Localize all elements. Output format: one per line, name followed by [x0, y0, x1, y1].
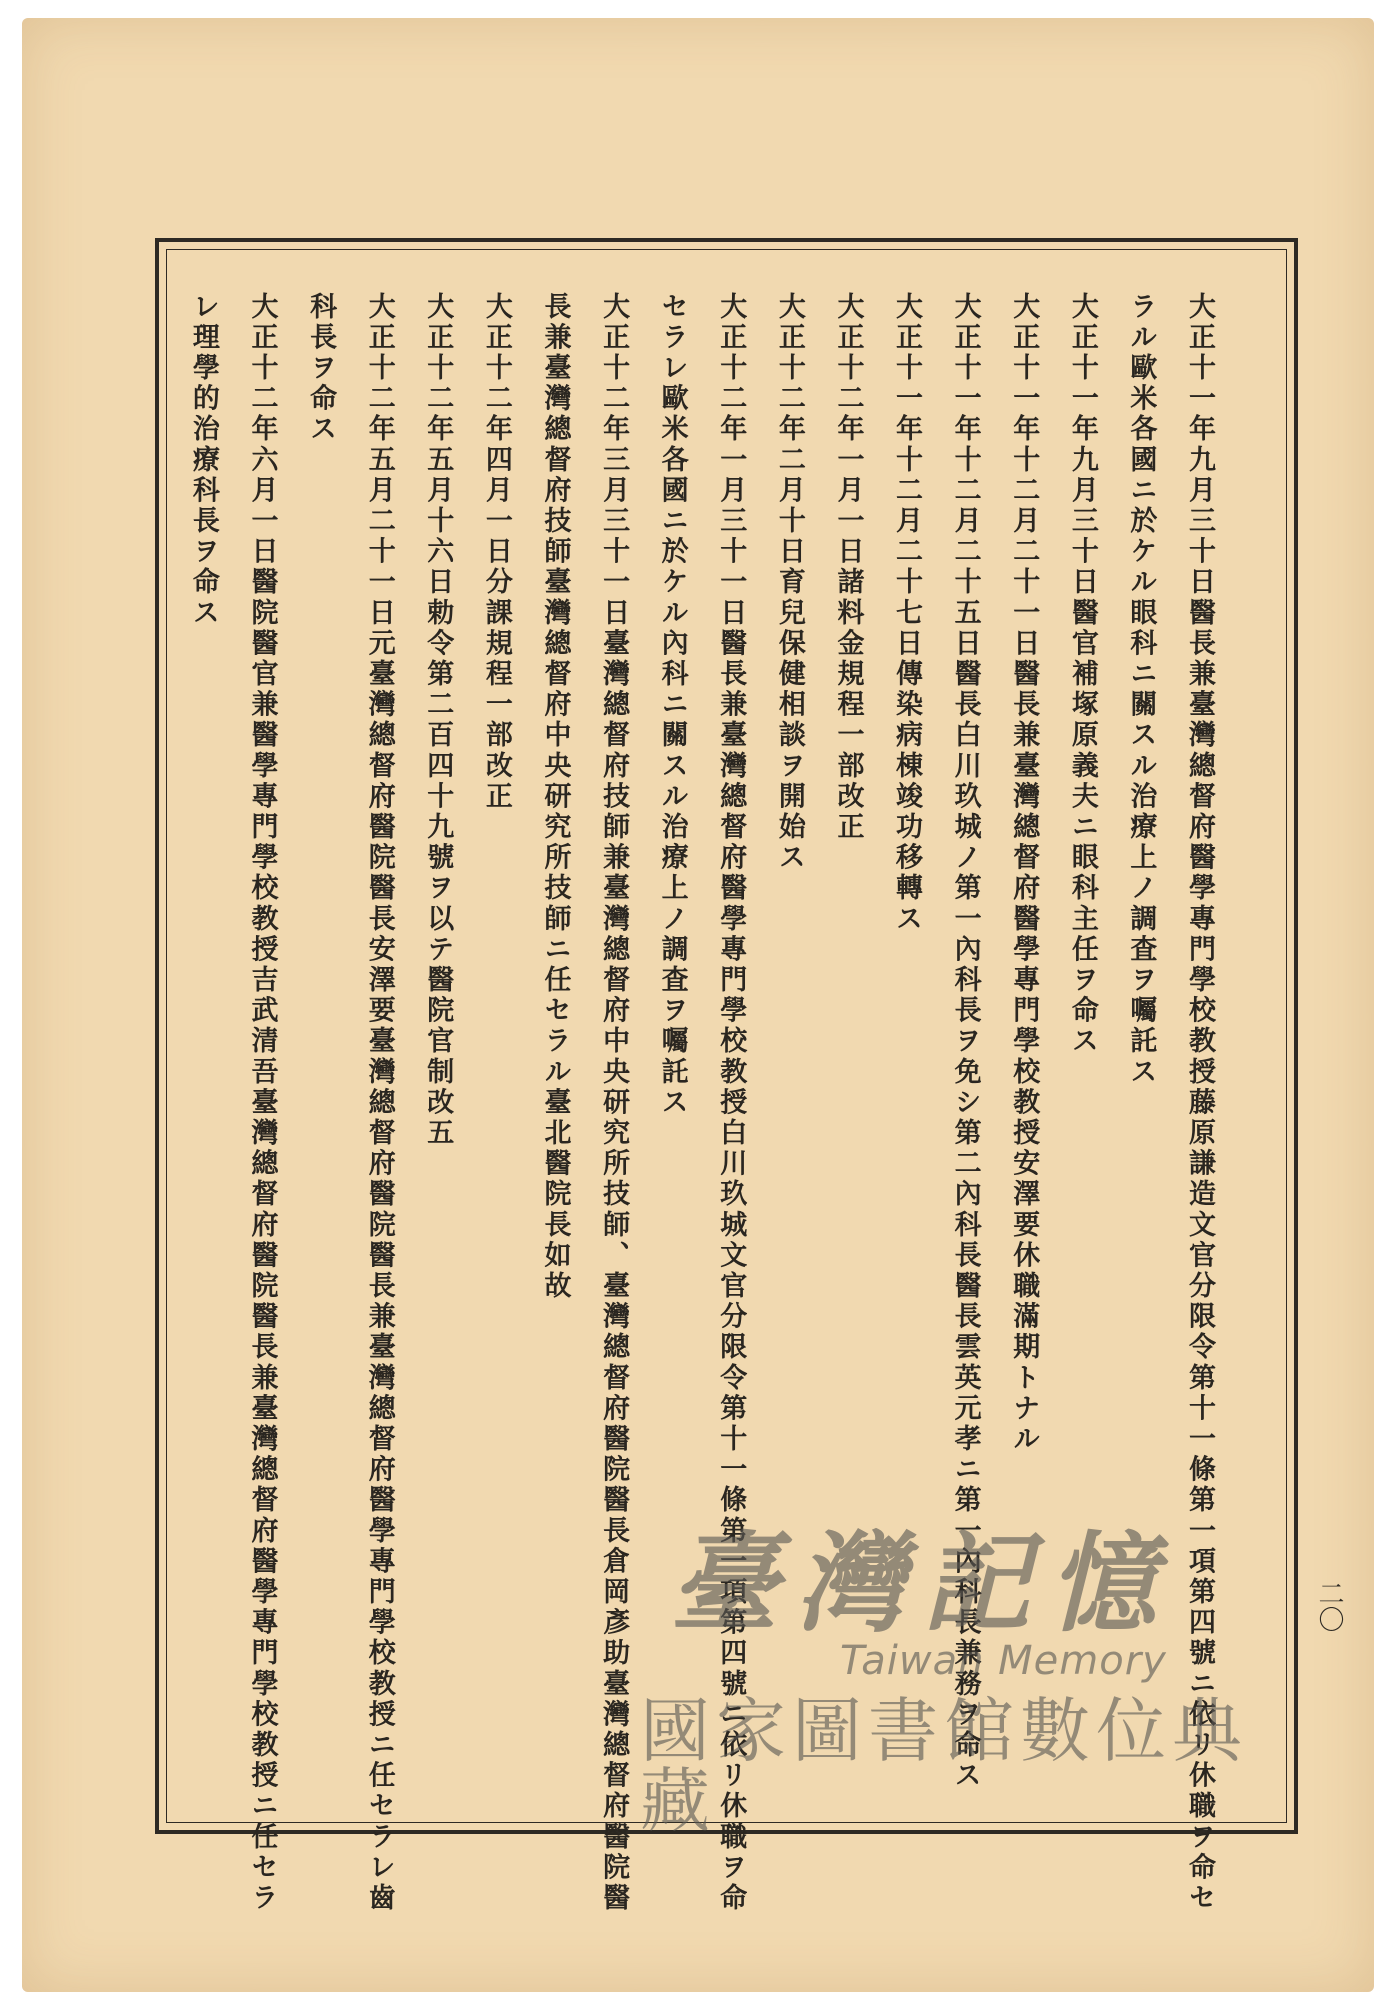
text-column: 長兼臺灣總督府技師臺灣總督府中央研究所技師ニ任セラル臺北醫院長如故: [539, 292, 571, 1302]
text-column: 大正十二年五月二十一日元臺灣總督府醫院醫長安澤要臺灣總督府醫院醫長兼臺灣總督府醫學專門學校教授ニ任セラレ齒: [363, 292, 395, 1914]
text-column: レ理學的治療科長ヲ命ス: [187, 292, 219, 629]
text-column: 大正十二年五月十六日勅令第二百四十九號ヲ以テ醫院官制改五: [422, 292, 454, 1149]
text-column: 大正十二年四月一日分課規程一部改正: [480, 292, 512, 813]
watermark-subtitle: Taiwan Memory: [840, 1638, 1167, 1684]
text-column: セラレ歐米各國ニ於ケル內科ニ關スル治療上ノ調査ヲ囑託ス: [656, 292, 688, 1119]
text-column: 大正十二年二月十日育兒保健相談ヲ開始ス: [773, 292, 805, 874]
page-number: 二〇: [1314, 1580, 1344, 1632]
text-column: ラル歐米各國ニ於ケル眼科ニ關スル治療上ノ調査ヲ囑託ス: [1125, 292, 1157, 1088]
library-watermark: [640, 1521, 1300, 1850]
text-column: 大正十二年一月一日諸料金規程一部改正: [832, 292, 864, 843]
text-column: 大正十二年六月一日醫院醫官兼醫學專門學校教授吉武清吾臺灣總督府醫院醫長兼臺灣總督府醫學專門學校教授ニ任セラ: [246, 292, 278, 1914]
text-column: 大正十一年十二月二十一日醫長兼臺灣總督府醫學專門學校教授安澤要休職滿期トナル: [1008, 292, 1040, 1455]
text-column: 大正十二年三月三十一日臺灣總督府技師兼臺灣總督府中央研究所技師、臺灣總督府醫院醫長倉岡彥助臺灣總督府醫院醫: [598, 292, 630, 1914]
text-column: 大正十一年九月三十日醫官補塚原義夫ニ眼科主任ヲ命ス: [1066, 292, 1098, 1057]
watermark-title: 臺灣記憶: [670, 1521, 1175, 1647]
text-column: 大正十二年一月三十一日醫長兼臺灣總督府醫學專門學校教授白川玖城文官分限令第十一條第一項第四號ニ依リ休職ヲ命: [715, 292, 747, 1914]
text-column: 大正十一年十二月二十五日醫長白川玖城ノ第一內科長ヲ免シ第二內科長醫長雲英元孝ニ第一內科長兼務ヲ命ス: [949, 292, 981, 1792]
text-column: 大正十一年九月三十日醫長兼臺灣總督府醫學專門學校教授藤原謙造文官分限令第十一條第一項第四號ニ依リ休職ヲ命セ: [1184, 292, 1215, 1914]
text-column: 大正十一年十二月二十七日傳染病棟竣功移轉ス: [891, 292, 923, 935]
watermark-library: 國家圖書館數位典藏: [640, 1690, 1248, 1842]
text-column: 科長ヲ命ス: [305, 292, 337, 445]
